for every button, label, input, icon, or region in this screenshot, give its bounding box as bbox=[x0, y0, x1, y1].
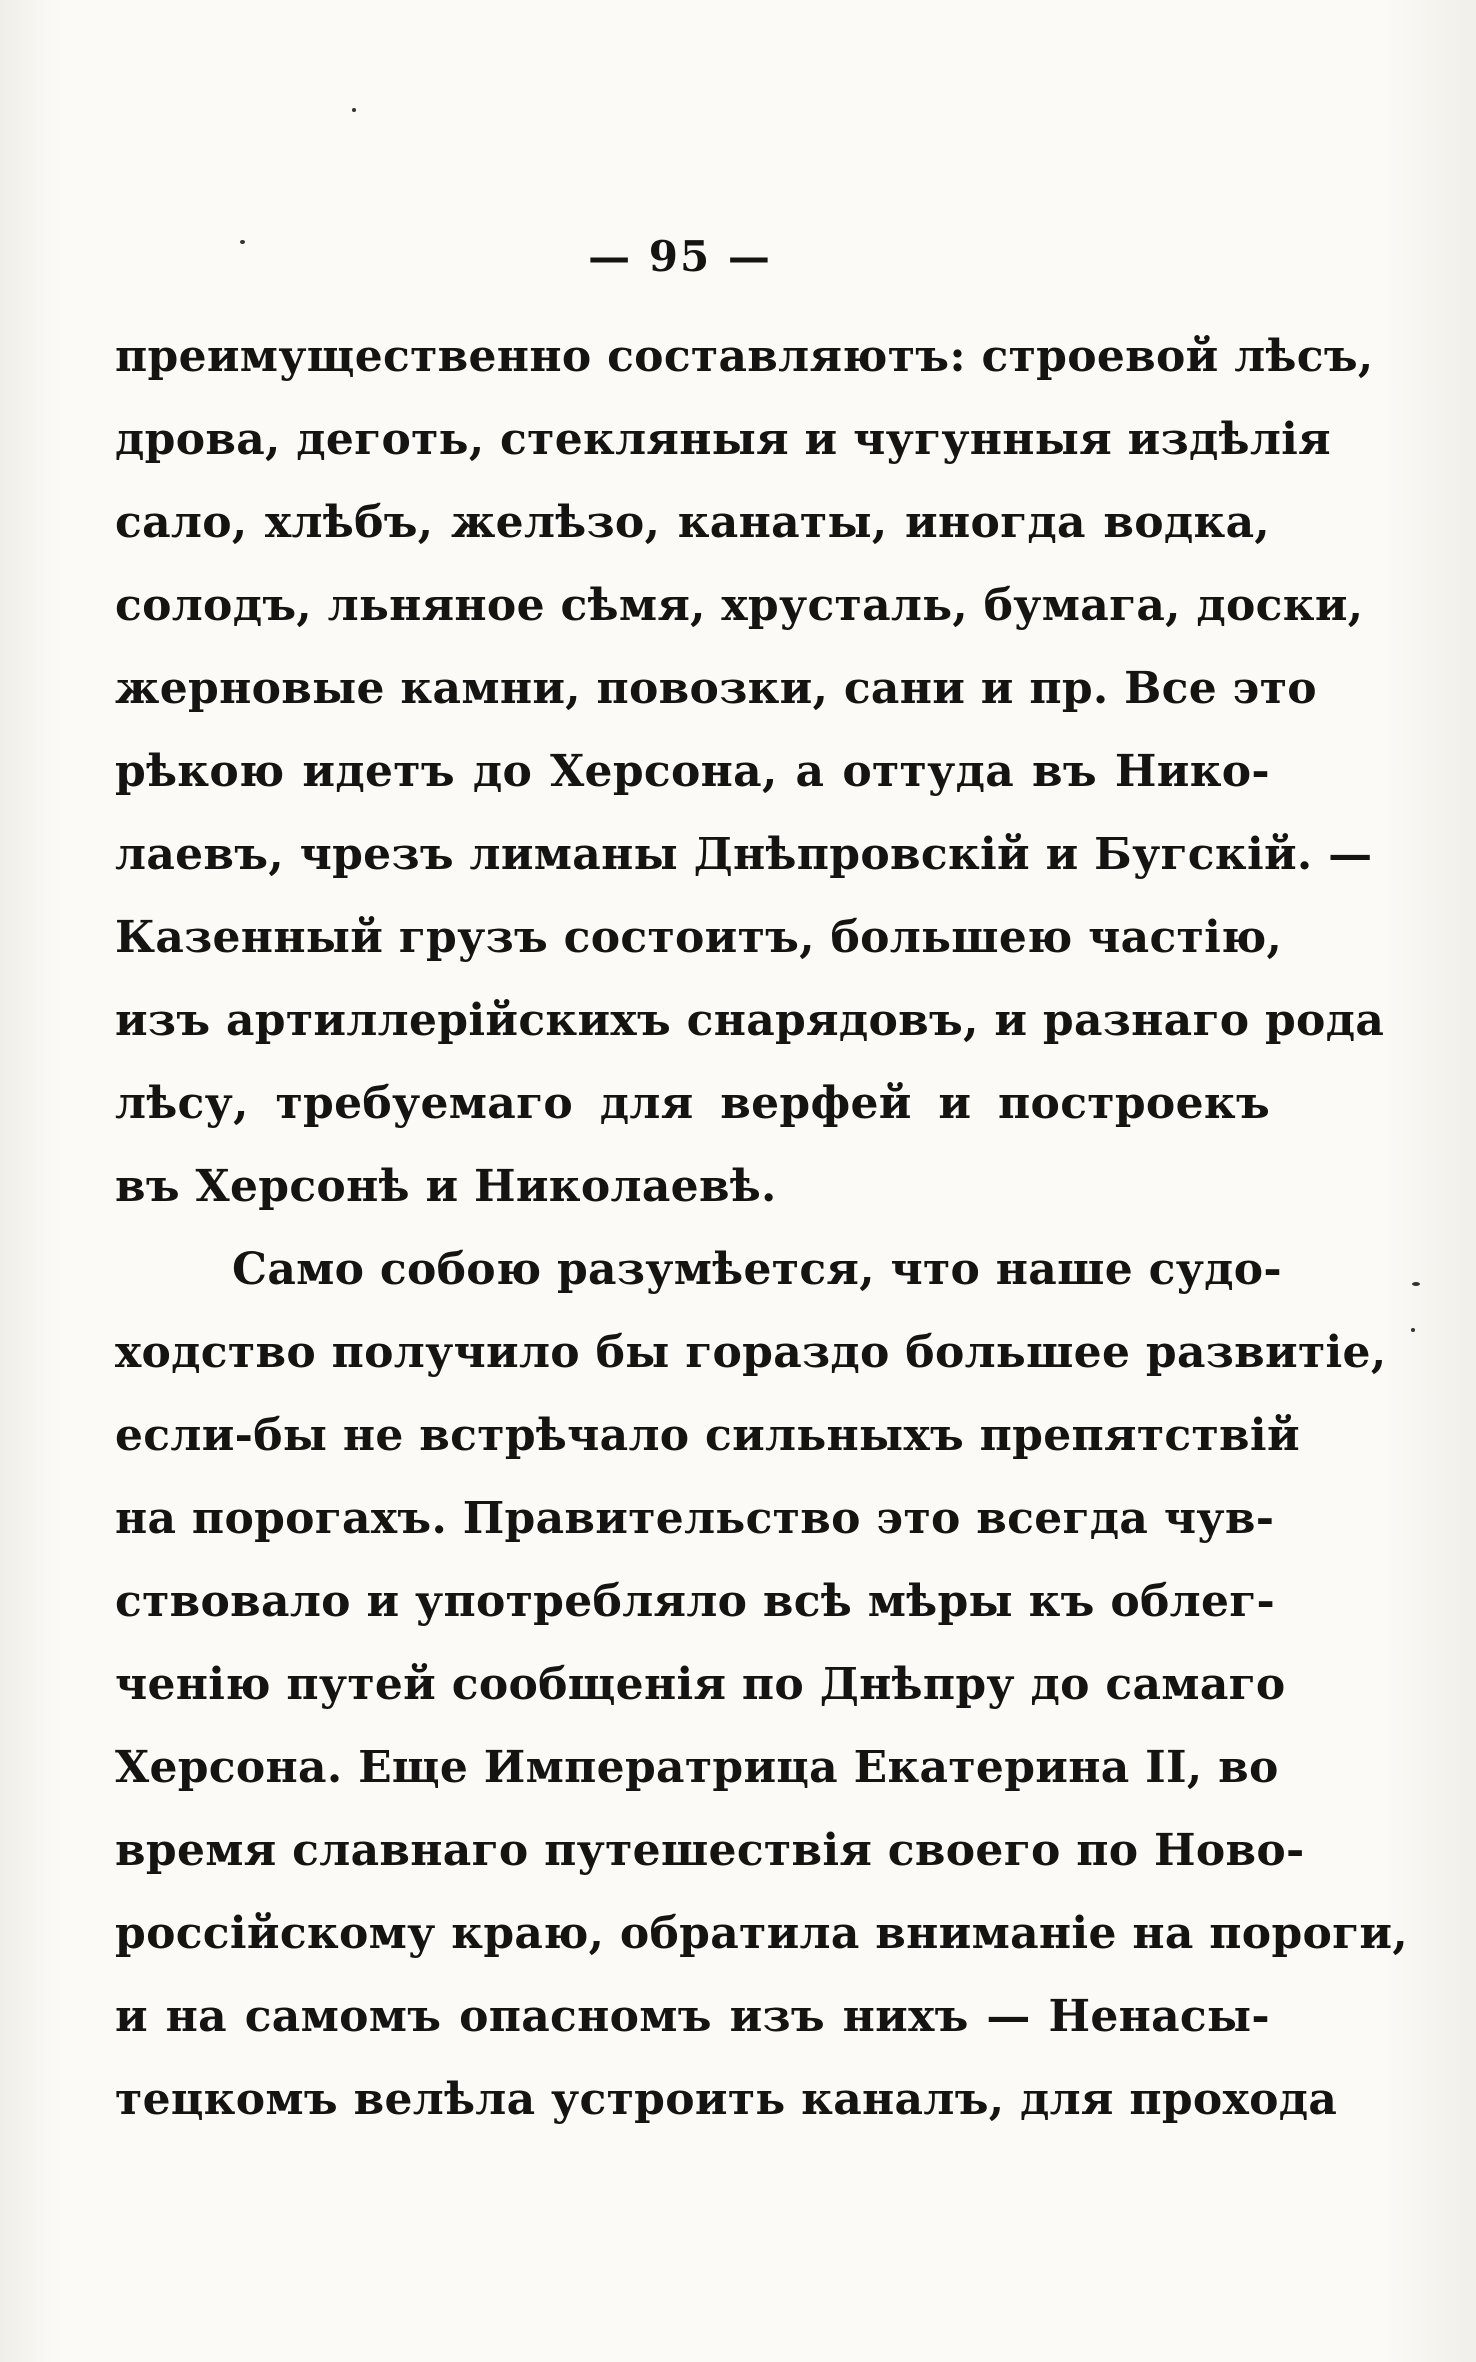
text-line: жерновые камни, повозки, сани и пр. Все это bbox=[115, 663, 1317, 714]
text-line: если-бы не встрѣчало сильныхъ препятствій bbox=[115, 1410, 1300, 1461]
page-number: — 95 — bbox=[588, 232, 772, 281]
text-line: тецкомъ велѣла устроить каналъ, для прохода bbox=[115, 2074, 1338, 2125]
text-line: сало, хлѣбъ, желѣзо, канаты, иногда водка, bbox=[115, 497, 1270, 548]
text-line: рѣкою идетъ до Херсона, а оттуда въ Нико- bbox=[115, 746, 1270, 797]
paragraph-first-line: Само собою разумѣется, что наше судо- bbox=[232, 1244, 1282, 1295]
text-line: лѣсу, требуемаго для верфей и построекъ bbox=[115, 1078, 1270, 1129]
text-line: Херсона. Еще Императрица Екатерина II, во bbox=[115, 1742, 1279, 1793]
text-line: ченію путей сообщенія по Днѣпру до самаго bbox=[115, 1659, 1286, 1710]
text-line: на порогахъ. Правительство это всегда чув- bbox=[115, 1493, 1275, 1544]
text-line: лаевъ, чрезъ лиманы Днѣпровскій и Бугскій. — bbox=[115, 829, 1373, 880]
text-line: россійскому краю, обратила вниманіе на пороги, bbox=[115, 1908, 1408, 1959]
text-line: изъ артиллерійскихъ снарядовъ, и разнаго рода bbox=[115, 995, 1385, 1046]
paper-speck bbox=[352, 108, 356, 112]
text-line: Казенный грузъ состоитъ, большею частію, bbox=[115, 912, 1283, 963]
text-line: преимущественно составляютъ: строевой лѣсъ, bbox=[115, 331, 1374, 382]
text-line: ходство получило бы гораздо большее развитіе, bbox=[115, 1327, 1387, 1378]
text-line: и на самомъ опасномъ изъ нихъ — Ненасы- bbox=[115, 1991, 1270, 2042]
text-line: ствовало и употребляло всѣ мѣры къ облег- bbox=[115, 1576, 1276, 1627]
text-line: время славнаго путешествія своего по Ново- bbox=[115, 1825, 1305, 1876]
paper-speck bbox=[1411, 1328, 1415, 1332]
text-line: дрова, деготь, стекляныя и чугунныя издѣлія bbox=[115, 414, 1331, 465]
paper-speck bbox=[240, 240, 245, 244]
text-line: въ Херсонѣ и Николаевѣ. bbox=[115, 1161, 777, 1212]
text-line: солодъ, льняное сѣмя, хрусталь, бумага, доски, bbox=[115, 580, 1364, 631]
paper-speck bbox=[1412, 1282, 1420, 1286]
